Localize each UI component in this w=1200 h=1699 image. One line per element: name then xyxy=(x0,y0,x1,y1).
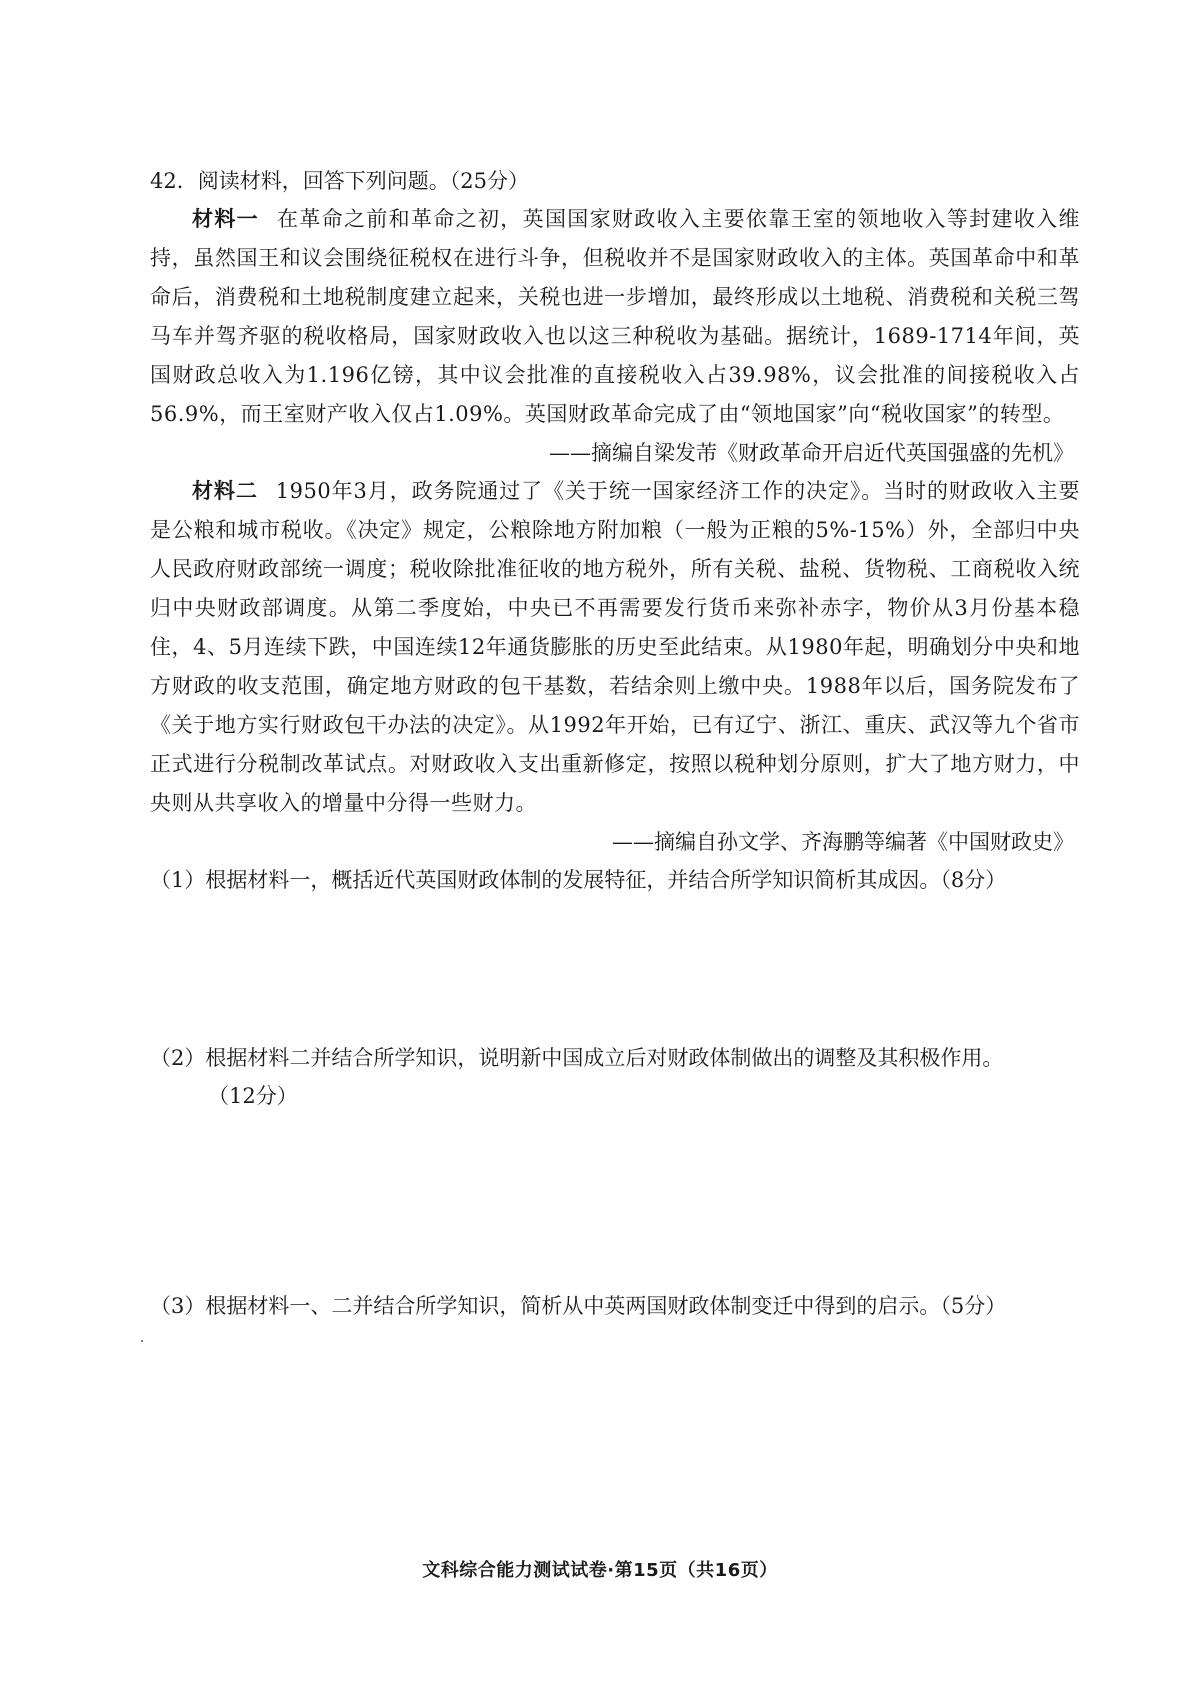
page-footer: 文科综合能力测试试卷·第15页（共16页） xyxy=(422,1560,778,1581)
sub-question-1: （1）根据材料一，概括近代英国财政体制的发展特征，并结合所学知识简析其成因。（8分） xyxy=(150,868,1007,892)
material-two xyxy=(150,472,1080,823)
scan-speck xyxy=(141,1340,143,1342)
sub-question-2-points: （12分） xyxy=(208,1084,298,1108)
sub-question-3: （3）根据材料一、二并结合所学知识，简析从中英两国财政体制变迁中得到的启示。（5分） xyxy=(150,1294,1007,1318)
material-one-label: 材料一 xyxy=(192,207,259,231)
answer-space-1 xyxy=(150,899,1080,1039)
material-two-source: ——摘编自孙文学、齐海鹏等编著《中国财政史》 xyxy=(612,830,1074,854)
material-one-source: ——摘编自梁发芾《财政革命开启近代英国强盛的先机》 xyxy=(549,441,1074,465)
material-two-text: 1950年3月，政务院通过了《关于统一国家经济工作的决定》。当时的财政收入主要是公粮和城市税收。《决定》规定，公粮除地方附加粮（一般为正粮的5%-15%）外，全部归中央人民政府财政部统一调度；税收除批准征收的地方税外，所有关税、盐税、货物税、工商税收入统归中央财政部调度。从第二季度始，中央已不再需要发行货币来弥补赤字，物价从3月份基本稳住，4、5月连续下跌，中国连续12年通货膨胀的历史至此结束。从1980年起，明确划分中央和地方财政的收支范围，确定地方财政的包干基数，若结余则上缴中央。1988年以后，国务院发布了《关于地方实行财政包干办法的决定》。从1992年开始，已有辽宁、浙江、重庆、武汉等九个省市正式进行分税制改革试点。对财政收入支出重新修定，按照以税种划分原则，扩大了地方财力，中央则从共享收入的增量中分得一些财力。 xyxy=(150,479,1081,815)
material-one-text: 在革命之前和革命之初，英国国家财政收入主要依靠王室的领地收入等封建收入维持，虽然国王和议会围绕征税权在进行斗争，但税收并不是国家财政收入的主体。英国革命中和革命后，消费税和土地税制度建立起来，关税也进一步增加，最终形成以土地税、消费税和关税三驾马车并驾齐驱的税收格局，国家财政收入也以这三种税收为基础。据统计，1689-1714年间，英国财政总收入为1.196亿镑，其中议会批准的直接税收入占39.98%，议会批准的间接税收入占56.9%，而王室财产收入仅占1.09%。英国财政革命完成了由“领地国家”向“税收国家”的转型。 xyxy=(150,207,1081,426)
question-title: 42．阅读材料，回答下列问题。（25分） xyxy=(150,169,529,193)
sub-question-2: （2）根据材料二并结合所学知识，说明新中国成立后对财政体制做出的调整及其积极作用。 xyxy=(150,1046,1004,1070)
answer-space-2 xyxy=(150,1115,1080,1287)
question-block xyxy=(150,162,1080,1325)
material-one xyxy=(150,200,1080,434)
material-two-label: 材料二 xyxy=(192,479,258,503)
